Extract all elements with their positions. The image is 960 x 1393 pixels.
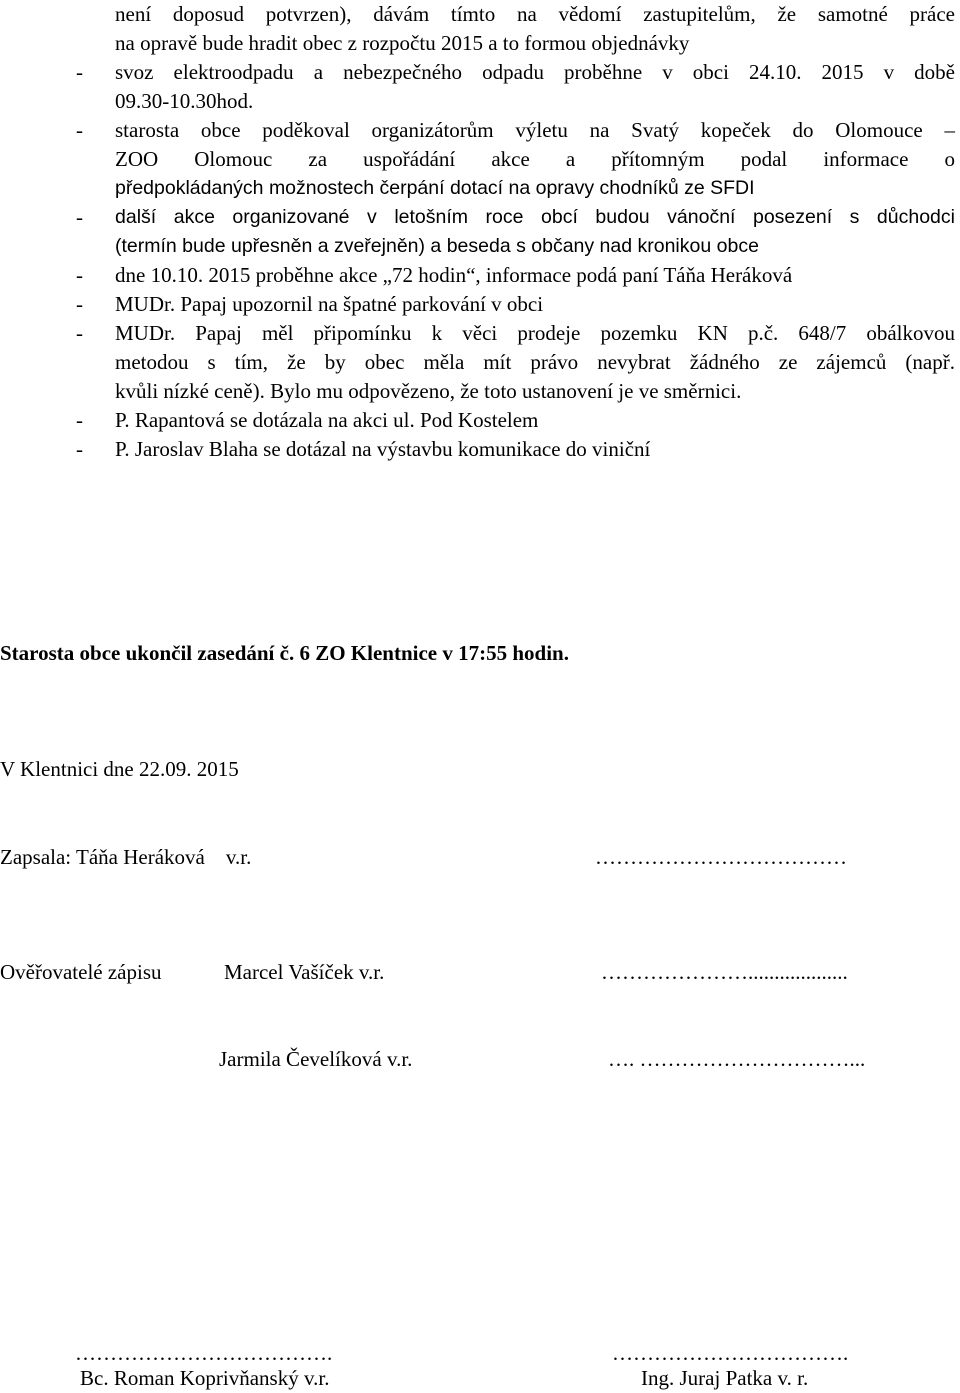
bullet-dash: - [76,60,83,84]
bullet-dash: - [76,118,83,142]
bullet-dash: - [76,205,83,229]
text-line: dne 10.10. 2015 proběhne akce „72 hodin“, informace podá paní Táňa Heráková [115,263,793,287]
place-date: V Klentnici dne 22.09. 2015 [0,757,239,781]
left-signatory-name: Bc. Roman Koprivňanský v.r. [80,1366,330,1390]
right-signature-line: ……………………………. [612,1341,849,1365]
text-line: předpokládaných možnostech čerpání dotací na opravy chodníků ze SFDI [115,177,755,199]
bullet-dash: - [76,408,83,432]
recorder-signature-line: ……………………………… [595,845,847,869]
bullet-dash: - [76,292,83,316]
text-line: svoz elektroodpadu a nebezpečného odpadu proběhne v obci 24.10. 2015 v době [115,60,955,84]
text-line: (termín bude upřesněn a zveřejněn) a beseda s občany nad kronikou obce [115,235,759,257]
text-line: starosta obce poděkoval organizátorům výletu na Svatý kopeček do Olomouce – [115,118,955,142]
verifier-name-1: Marcel Vašíček v.r. [224,960,385,984]
right-signatory-name: Ing. Juraj Patka v. r. [641,1366,809,1390]
text-line: P. Rapantová se dotázala na akci ul. Pod Kostelem [115,408,539,432]
recorder-label: Zapsala: Táňa Heráková v.r. [0,845,252,869]
verifier-signature-line-2: …. …………………………... [608,1047,866,1071]
text-line: MUDr. Papaj měl připomínku k věci prodeje pozemku KN p.č. 648/7 obálkovou [115,321,955,345]
text-line: 09.30-10.30hod. [115,89,254,113]
verifier-name-2: Jarmila Čevelíková v.r. [219,1047,413,1071]
bullet-dash: - [76,321,83,345]
text-line: na opravě bude hradit obec z rozpočtu 2015 a to formou objednávky [115,31,690,55]
text-line: metodou s tím, že by obec měla mít právo nevybrat žádného ze zájemců (např. [115,350,955,374]
text-line: další akce organizované v letošním roce obcí budou vánoční posezení s důchodci [115,206,955,228]
bullet-dash: - [76,437,83,461]
text-line: kvůli nízké ceně). Bylo mu odpovězeno, že toto ustanovení je ve směrnici. [115,379,742,403]
verifiers-label: Ověřovatelé zápisu [0,960,162,984]
left-signature-line: ………………………………. [75,1341,333,1365]
text-line: není doposud potvrzen), dávám tímto na vědomí zastupitelům, že samotné práce [115,2,955,26]
text-line: ZOO Olomouc za uspořádání akce a přítomným podal informace o [115,147,955,171]
text-line: MUDr. Papaj upozornil na špatné parkování v obci [115,292,544,316]
bullet-dash: - [76,263,83,287]
closing-statement: Starosta obce ukončil zasedání č. 6 ZO Klentnice v 17:55 hodin. [0,641,569,665]
verifier-signature-line-1: …………………................... [601,960,848,984]
text-line: P. Jaroslav Blaha se dotázal na výstavbu komunikace do viniční [115,437,651,461]
